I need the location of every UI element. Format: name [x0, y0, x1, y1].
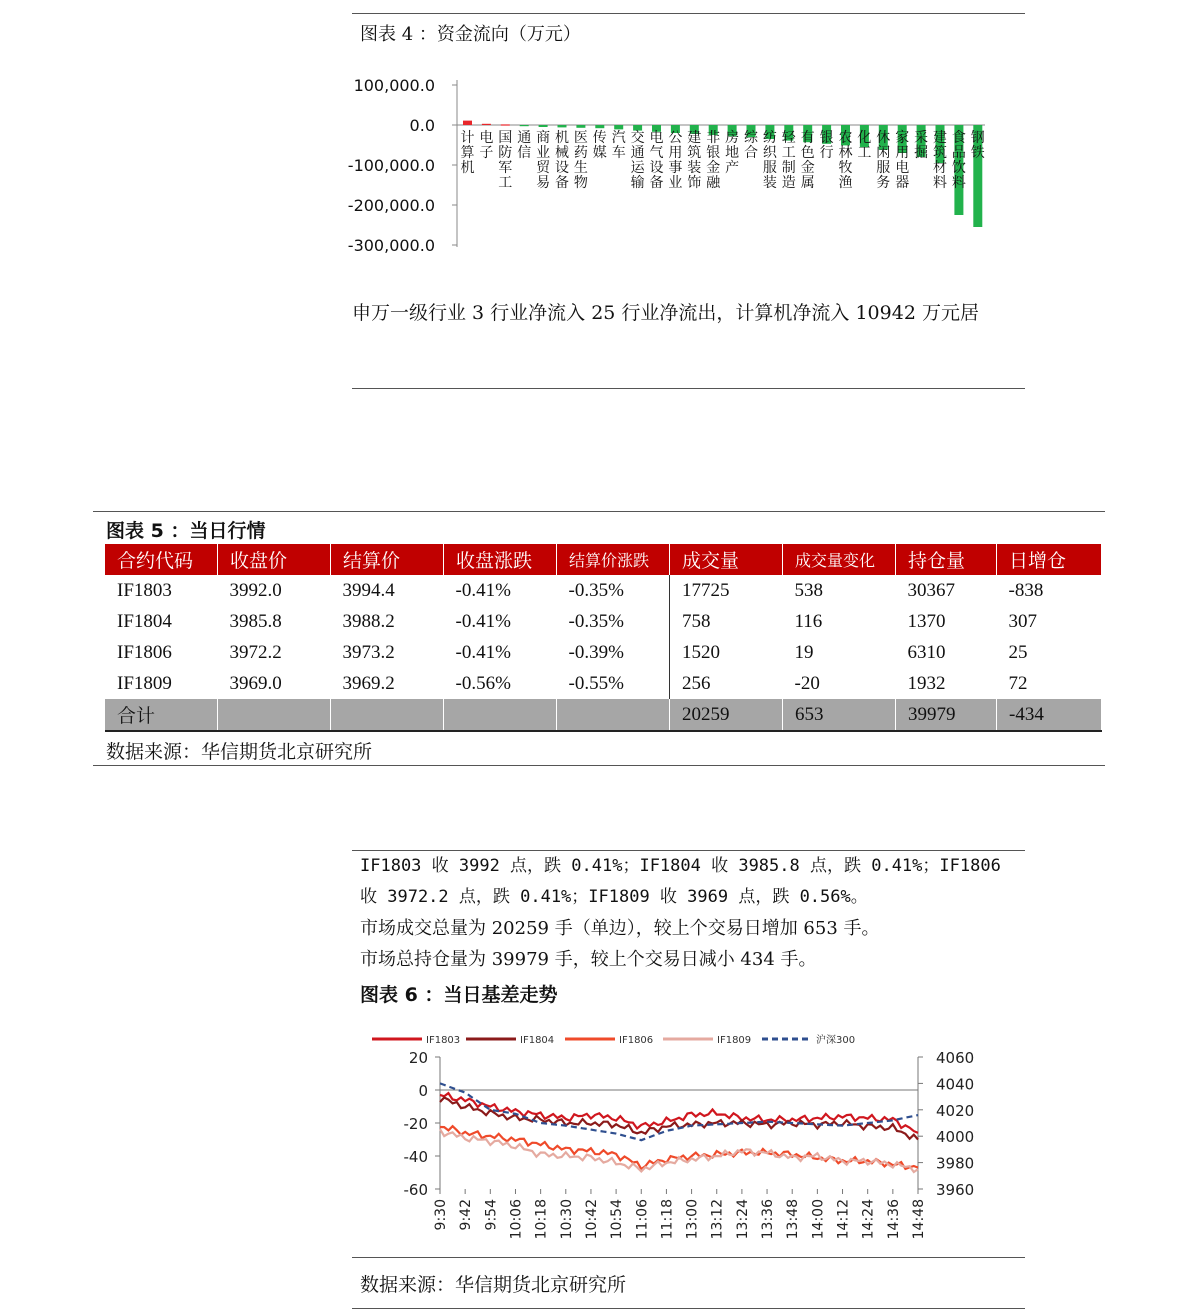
x-tick-label: 9:42 — [458, 1199, 475, 1231]
table-cell: -0.55% — [568, 672, 624, 694]
table-row — [105, 606, 1102, 637]
col-header: 合约代码 — [105, 544, 218, 575]
fig4-note: 申万一级行业 3 行业净流入 25 行业净流出，计算机净流入 10942 万元居 — [352, 302, 979, 324]
table-cell: 538 — [794, 579, 823, 601]
table-cell: -0.35% — [568, 610, 624, 632]
x-tick-label: 11:18 — [659, 1199, 676, 1240]
table-cell: 758 — [670, 606, 783, 637]
table-cell: 3988.2 — [342, 610, 395, 632]
category-label: 交通运输 — [630, 130, 645, 191]
right-tick-label: 3960 — [936, 1181, 975, 1199]
col-header: 持仓量 — [896, 544, 997, 575]
flow-bar — [520, 125, 529, 126]
basis-chart-lines — [440, 1083, 918, 1172]
flow-bar — [595, 125, 604, 128]
category-label: 建筑装饰 — [687, 130, 702, 191]
summary-line-3: 市场成交总量为 20259 手（单边），较上个交易日增加 653 手。 — [360, 918, 880, 939]
basis-trend-chart — [360, 1024, 990, 1244]
category-label: 纺织服装 — [762, 130, 777, 191]
market-quote-table — [105, 544, 1102, 732]
right-tick-label: 4000 — [936, 1128, 975, 1147]
x-tick-label: 13:00 — [684, 1199, 701, 1240]
category-label: 房地产 — [725, 130, 740, 176]
flow-bar — [463, 121, 472, 125]
table-cell: 6310 — [907, 641, 946, 663]
fig6-bottom-rule-1 — [352, 1257, 1025, 1258]
fund-flow-category-labels — [461, 129, 985, 191]
table-cell: -838 — [1008, 579, 1044, 601]
table-total-row — [105, 699, 1102, 731]
category-label: 有色金属 — [800, 130, 815, 191]
category-label: 商业贸易 — [536, 130, 551, 191]
left-tick-label: -40 — [403, 1148, 428, 1166]
flow-bar — [539, 125, 548, 127]
x-tick-label: 13:48 — [785, 1199, 802, 1240]
table-cell: 3969.0 — [229, 672, 282, 694]
table-cell — [331, 699, 444, 731]
table-row — [105, 637, 1102, 668]
table-row — [105, 668, 1102, 699]
category-label: 传媒 — [592, 130, 607, 161]
col-header: 成交量 — [670, 544, 783, 575]
category-label: 计算机 — [460, 130, 475, 176]
table-cell: 1520 — [670, 637, 783, 668]
table-header-row — [105, 544, 1102, 575]
table-cell: 30367 — [907, 579, 955, 601]
y-tick-label: -300,000.0 — [347, 236, 435, 255]
table5-top-rule — [93, 511, 1105, 512]
table-cell: -20 — [794, 672, 820, 694]
summary-line-2: 收 3972.2 点，跌 0.41%；IF1809 收 3969 点，跌 0.56%。 — [360, 887, 868, 907]
category-label: 轻工制造 — [781, 130, 796, 191]
category-label: 非银金融 — [706, 130, 721, 191]
table-cell: -0.41% — [455, 610, 511, 632]
right-tick-label: 3980 — [936, 1154, 975, 1173]
fig4-bottom-rule — [352, 388, 1025, 389]
x-tick-label: 10:30 — [558, 1199, 575, 1240]
fig4-caption: 图表 4 ：资金流向（万元） — [360, 24, 581, 45]
table-cell: 1932 — [907, 672, 946, 694]
fig6-source: 数据来源：华信期货北京研究所 — [360, 1274, 627, 1296]
table-cell: -434 — [997, 699, 1102, 731]
table-cell: -0.41% — [455, 641, 511, 663]
table-cell: 3973.2 — [342, 641, 395, 663]
table5-source: 数据来源：华信期货北京研究所 — [106, 741, 373, 763]
fund-flow-chart — [340, 60, 1000, 260]
right-tick-label: 4040 — [936, 1075, 975, 1094]
category-label: 银行 — [819, 130, 834, 161]
fig6-caption: 图表 6 ：当日基差走势 — [360, 984, 558, 1006]
category-label: 电子 — [479, 130, 494, 161]
y-tick-label: -100,000.0 — [347, 156, 435, 175]
category-label: 采掘 — [914, 130, 929, 161]
category-label: 休闲服务 — [876, 130, 891, 191]
fig6-bottom-rule-2 — [352, 1308, 1025, 1309]
y-tick-label: 0.0 — [409, 116, 435, 135]
series-line-4 — [440, 1129, 918, 1172]
table-cell: -0.39% — [568, 641, 624, 663]
flow-bar — [576, 125, 585, 128]
table-cell: 39979 — [896, 699, 997, 731]
category-label: 通信 — [517, 130, 532, 161]
category-label: 汽车 — [611, 130, 626, 161]
flow-bar — [558, 125, 567, 127]
x-tick-label: 9:54 — [483, 1199, 500, 1231]
table-cell: IF1803 — [117, 579, 172, 601]
basis-chart-legend — [372, 1033, 855, 1046]
legend-label: IF1803 — [426, 1035, 461, 1046]
table-cell: IF1806 — [117, 641, 172, 663]
x-tick-label: 10:06 — [508, 1199, 525, 1240]
col-header: 结算价 — [331, 544, 444, 575]
legend-label: IF1806 — [619, 1035, 654, 1046]
category-label: 农林牧渔 — [838, 130, 853, 191]
legend-label: IF1809 — [717, 1035, 752, 1046]
flow-bar — [501, 124, 510, 125]
table5-bottom-rule — [93, 765, 1105, 766]
table-cell: 3985.8 — [229, 610, 282, 632]
category-label: 电气设备 — [649, 130, 664, 191]
x-tick-label: 13:24 — [734, 1199, 751, 1240]
left-tick-label: -60 — [403, 1181, 428, 1199]
table-cell: 合计 — [105, 699, 218, 731]
table-cell: 307 — [1008, 610, 1037, 632]
x-tick-label: 14:36 — [885, 1199, 902, 1240]
table-cell: 1370 — [907, 610, 946, 632]
category-label: 建筑材料 — [933, 130, 947, 191]
col-header: 收盘涨跌 — [444, 544, 557, 575]
flow-bar — [482, 124, 491, 125]
col-header: 结算价涨跌 — [557, 544, 670, 575]
table-cell: 3972.2 — [229, 641, 282, 663]
left-tick-label: -20 — [403, 1115, 428, 1133]
category-label: 国防军工 — [498, 130, 513, 191]
x-tick-label: 13:36 — [760, 1199, 777, 1240]
category-label: 综合 — [744, 130, 758, 161]
table-cell: IF1809 — [117, 672, 172, 694]
legend-label: 沪深300 — [816, 1035, 856, 1046]
category-label: 公用事业 — [668, 130, 683, 191]
right-tick-label: 4060 — [936, 1049, 975, 1067]
table-cell: 25 — [1008, 641, 1028, 663]
category-label: 医药生物 — [573, 130, 588, 191]
table-cell: 116 — [794, 610, 823, 632]
table-cell: 3994.4 — [342, 579, 395, 601]
x-tick-label: 14:12 — [835, 1199, 852, 1240]
x-tick-label: 10:42 — [583, 1199, 600, 1240]
table-cell — [557, 699, 670, 731]
summary-line-4: 市场总持仓量为 39979 手，较上个交易日减小 434 手。 — [360, 949, 817, 970]
x-tick-label: 10:54 — [609, 1199, 626, 1240]
table-cell: -0.35% — [568, 579, 624, 601]
table-cell — [444, 699, 557, 731]
flow-bar — [614, 125, 623, 129]
top-rule — [352, 13, 1025, 14]
x-tick-label: 9:30 — [433, 1199, 449, 1231]
category-label: 化工 — [857, 130, 872, 161]
left-tick-label: 20 — [408, 1049, 428, 1067]
x-tick-label: 14:48 — [911, 1199, 927, 1240]
table-cell: 20259 — [670, 699, 783, 731]
x-tick-label: 14:00 — [810, 1199, 827, 1240]
x-tick-label: 14:24 — [860, 1199, 877, 1240]
category-label: 食品饮料 — [951, 130, 966, 191]
summary-line-1: IF1803 收 3992 点，跌 0.41%；IF1804 收 3985.8 点，跌 0.41%；IF1806 — [360, 856, 1001, 876]
table-cell: -0.56% — [455, 672, 511, 694]
table-cell: 256 — [670, 668, 783, 699]
x-tick-label: 11:06 — [634, 1199, 651, 1240]
y-tick-label: -200,000.0 — [347, 196, 435, 215]
left-tick-label: 0 — [418, 1082, 428, 1100]
col-header: 收盘价 — [218, 544, 331, 575]
col-header: 日增仓 — [997, 544, 1102, 575]
y-tick-label: 100,000.0 — [353, 76, 435, 95]
table-cell: 17725 — [670, 575, 783, 606]
table-cell: 72 — [1008, 672, 1028, 694]
table-cell — [218, 699, 331, 731]
table-cell: 653 — [783, 699, 896, 731]
right-tick-label: 4020 — [936, 1101, 975, 1120]
x-tick-label: 10:18 — [533, 1199, 550, 1240]
table5-caption: 图表 5 ：当日行情 — [106, 520, 266, 542]
table-cell: -0.41% — [455, 579, 511, 601]
category-label: 家用电器 — [895, 130, 910, 191]
table-cell: 3992.0 — [229, 579, 282, 601]
table-cell: 3969.2 — [342, 672, 395, 694]
category-label: 钢铁 — [970, 130, 985, 161]
table-cell: 19 — [794, 641, 814, 663]
table-cell: IF1804 — [117, 610, 172, 632]
table-row — [105, 575, 1102, 606]
legend-label: IF1804 — [520, 1035, 555, 1046]
x-tick-label: 13:12 — [709, 1199, 726, 1240]
category-label: 机械设备 — [555, 130, 569, 191]
col-header: 成交量变化 — [783, 544, 896, 575]
